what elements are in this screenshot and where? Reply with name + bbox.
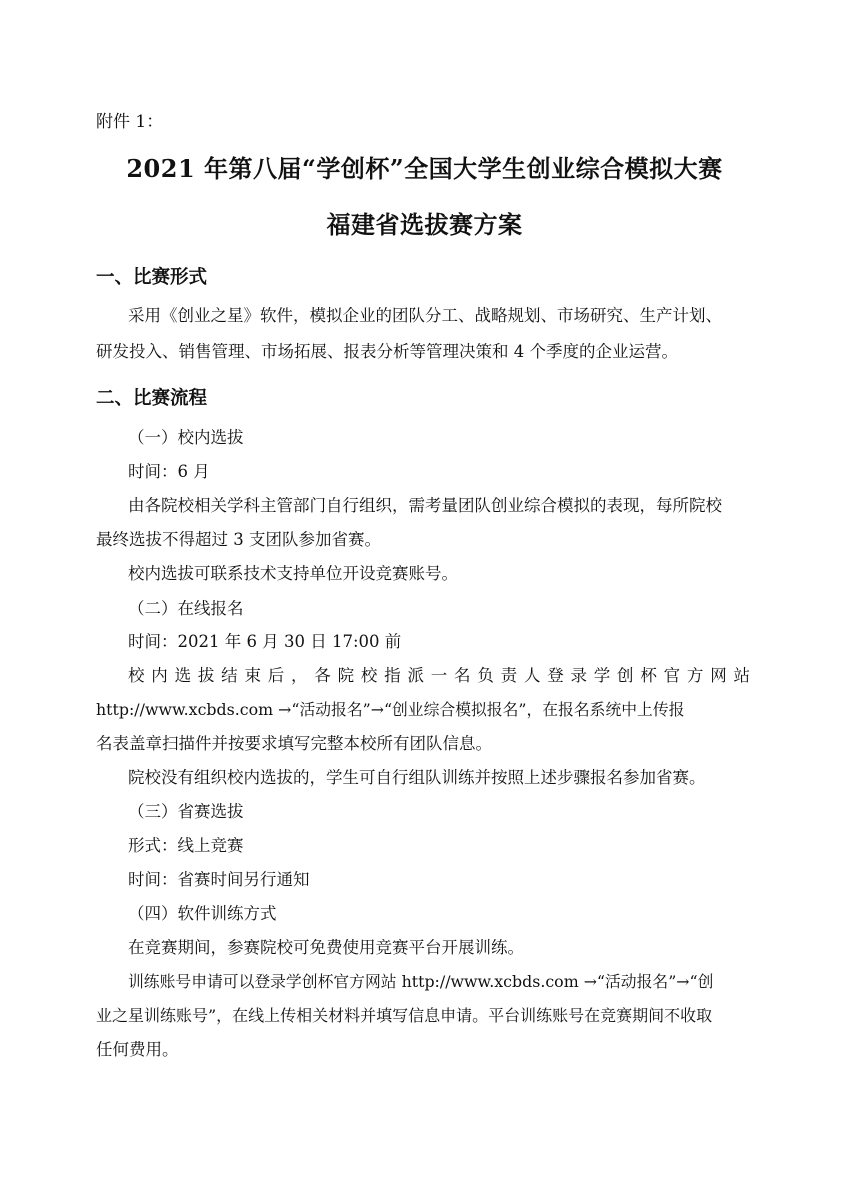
campus-paragraph-line: 最终选拔不得超过 3 支团队参加省赛。 <box>96 530 381 549</box>
registration-note: 院校没有组织校内选拔的，学生可自行组队训练并按照上述步骤报名参加省赛。 <box>128 768 706 787</box>
subsection-title-training: （四）软件训练方式 <box>128 904 277 923</box>
attachment-label: 附件 1： <box>96 112 164 132</box>
registration-time: 时间：2021 年 6 月 30 日 17:00 前 <box>128 632 402 651</box>
campus-paragraph-line: 由各院校相关学科主管部门自行组织，需考量团队创业综合模拟的表现，每所院校 <box>128 496 722 515</box>
registration-paragraph-line: 校内选拔结束后，各院校指派一名负责人登录学创杯官方网站 <box>128 666 750 685</box>
format-paragraph-line: 研发投入、销售管理、市场拓展、报表分析等管理决策和 4 个季度的企业运营。 <box>96 342 678 361</box>
provincial-time: 时间：省赛时间另行通知 <box>128 870 310 889</box>
training-paragraph: 在竞赛期间，参赛院校可免费使用竞赛平台开展训练。 <box>128 938 524 957</box>
training-paragraph-line: 业之星训练账号”，在线上传相关材料并填写信息申请。平台训练账号在竞赛期间不收取 <box>96 1006 713 1025</box>
document-title: 2021 年第八届“学创杯”全国大学生创业综合模拟大赛 <box>126 154 723 183</box>
training-paragraph-line: 任何费用。 <box>96 1040 179 1059</box>
subsection-title-registration: （二）在线报名 <box>128 599 244 618</box>
section-heading-format: 一、比赛形式 <box>96 267 208 288</box>
registration-paragraph-line: http://www.xcbds.com →“活动报名”→“创业综合模拟报名”，在报名系统中上传报 <box>96 700 685 719</box>
section-heading-process: 二、比赛流程 <box>96 388 208 409</box>
subsection-title-provincial: （三）省赛选拔 <box>128 802 244 821</box>
registration-paragraph-line: 名表盖章扫描件并按要求填写完整本校所有团队信息。 <box>96 734 492 753</box>
format-paragraph-line: 采用《创业之星》软件，模拟企业的团队分工、战略规划、市场研究、生产计划、 <box>128 306 722 325</box>
campus-note: 校内选拔可联系技术支持单位开设竞赛账号。 <box>128 564 458 583</box>
subsection-title-campus: （一）校内选拔 <box>128 428 244 447</box>
provincial-form: 形式：线上竞赛 <box>128 836 244 855</box>
training-paragraph-line: 训练账号申请可以登录学创杯官方网站 http://www.xcbds.com →“活动报名”→“创 <box>128 972 714 991</box>
campus-time: 时间：6 月 <box>128 462 210 481</box>
document-subtitle: 福建省选拔赛方案 <box>326 210 523 239</box>
